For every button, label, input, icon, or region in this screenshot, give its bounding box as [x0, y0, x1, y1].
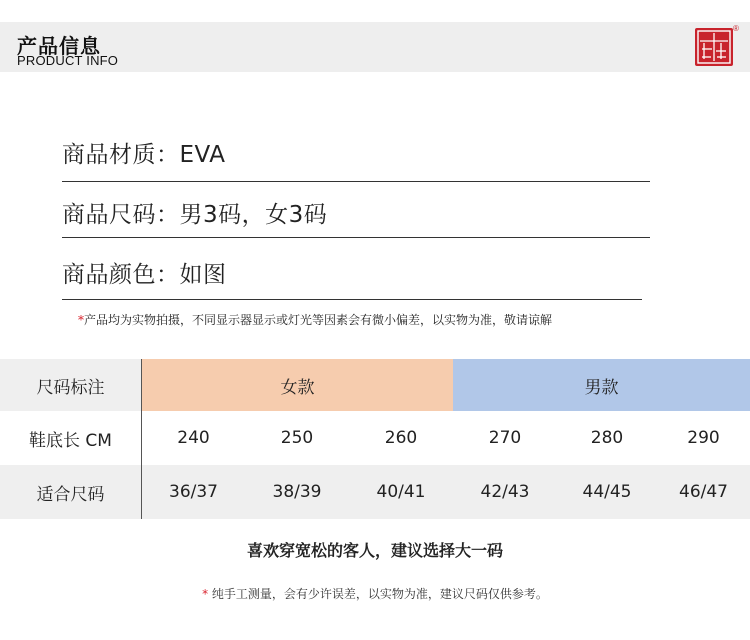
measurement-note [0, 585, 750, 602]
fit-size-cell: 40/41 [376, 482, 426, 502]
measurement-note-text: 纯手工测量，会有少许误差，以实物为准，建议尺码仅供参考。 [211, 587, 548, 601]
size-row [62, 196, 327, 229]
page-title: 产品信息 [17, 34, 101, 58]
fit-size-cell: 36/37 [169, 482, 218, 502]
color-label: 商品颜色： [62, 262, 180, 288]
table-header-row [0, 359, 750, 411]
notice-text: 产品均为实物拍摄，不同显示器显示或灯光等因素会有微小偏差，以实物为准，敬请谅解 [84, 313, 553, 327]
sole-length-cell: 250 [280, 428, 314, 448]
table-row [0, 465, 750, 519]
men-band: 男款 [453, 359, 750, 411]
photo-notice [78, 311, 552, 328]
material-value: EVA [179, 142, 226, 168]
table-row [0, 411, 750, 465]
table-divider [141, 359, 142, 519]
size-value: 男3码，女3码 [179, 202, 328, 228]
fit-size-cell: 42/43 [480, 482, 530, 502]
sole-length-cell: 270 [488, 428, 522, 448]
registered-mark: ® [733, 24, 739, 33]
fit-size-cell: 44/45 [582, 482, 632, 502]
sole-length-cell: 240 [177, 428, 210, 448]
divider [62, 181, 650, 182]
color-value: 如图 [179, 262, 227, 288]
size-label-cell: 尺码标注 [0, 359, 141, 411]
sole-length-label: 鞋底长 CM [29, 430, 112, 451]
brand-seal-logo [694, 27, 734, 67]
sole-length-cell: 280 [590, 428, 624, 448]
sole-length-cell: 260 [384, 428, 418, 448]
header-bar [0, 22, 750, 72]
sole-length-cell: 290 [687, 428, 720, 448]
women-band: 女款 [142, 359, 453, 411]
fit-size-cell: 38/39 [272, 482, 322, 502]
divider [62, 237, 650, 238]
page-subtitle: PRODUCT INFO [17, 53, 119, 68]
material-label: 商品材质： [62, 142, 180, 168]
asterisk: * [202, 587, 209, 601]
divider [62, 299, 642, 300]
sizing-tip: 喜欢穿宽松的客人，建议选择大一码 [246, 541, 503, 560]
fit-size-label: 适合尺码 [36, 484, 105, 505]
color-row [62, 256, 227, 289]
asterisk: * [78, 313, 84, 327]
size-label: 商品尺码： [62, 202, 180, 228]
material-row [62, 136, 226, 169]
fit-size-cell: 46/47 [679, 482, 728, 502]
